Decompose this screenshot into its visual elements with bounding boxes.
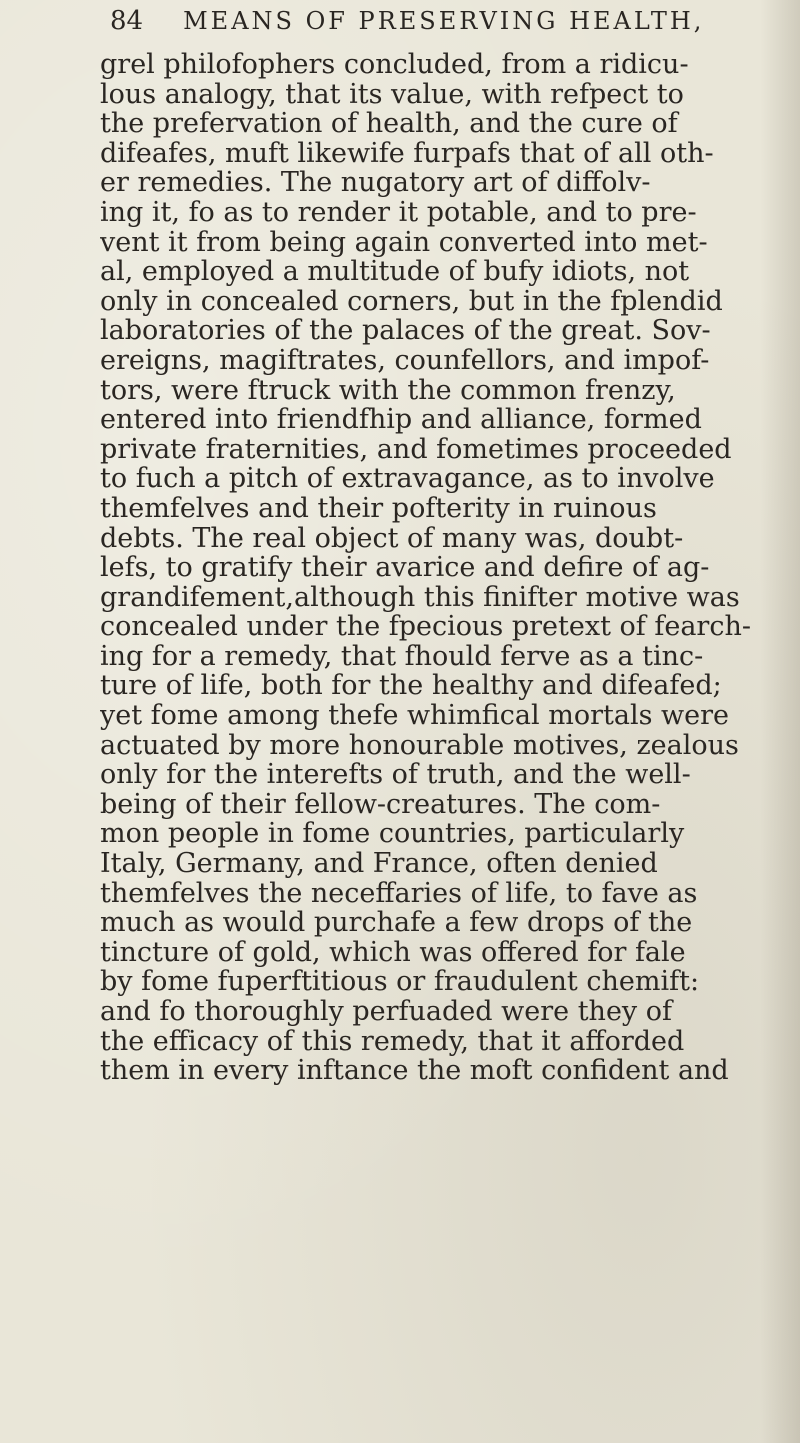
text-line: private fraternities, and fometimes proceeded [100,434,732,465]
running-head-title: MEANS OF PRESERVING HEALTH, [183,7,705,35]
text-line: yet fome among thefe whimfical mortals were [100,701,730,731]
text-line: difeafes, muft likewife furpafs that of all oth- [100,138,714,169]
text-line: ereigns, magiftrates, counfellors, and impof- [100,345,710,376]
text-line: al, employed a multitude of bufy idiots, not [100,257,690,287]
text-line: the prefervation of health, and the cure of [100,109,678,139]
text-line: mon people in fome countries, particularly [100,819,685,850]
text-line: tors, were ftruck with the common frenzy, [100,375,676,406]
text-line: only for the interefts of truth, and the well- [100,760,691,790]
text-line: and fo thoroughly perfuaded were they of [100,997,673,1027]
text-line: much as would purchafe a few drops of the [100,908,693,938]
text-line: them in every inftance the moft confident and [100,1056,729,1086]
text-line: being of their fellow-creatures. The com- [100,789,661,820]
text-line: debts. The real object of many was, doubt- [100,523,684,554]
text-line: themfelves and their pofterity in ruinous [100,493,657,524]
text-line: only in concealed corners, but in the fplendid [100,286,723,317]
text-line: vent it from being again converted into met- [100,227,708,258]
page-edge-shadow [760,0,800,1443]
text-line: Italy, Germany, and France, often denied [100,849,658,879]
running-head [110,6,730,46]
text-line: grel philofophers concluded, from a ridicu- [100,50,689,80]
text-line: ture of life, both for the healthy and difeafed; [100,671,722,702]
text-line: ing it, fo as to render it potable, and to pre- [100,197,697,228]
text-line: ing for a remedy, that fhould ferve as a tinc- [100,641,704,672]
body-text [100,50,760,1086]
text-line: laboratories of the palaces of the great. Sov- [100,316,711,346]
text-line: to fuch a pitch of extravagance, as to involve [100,464,715,494]
text-line: actuated by more honourable motives, zealous [100,730,739,761]
text-line: entered into friendfhip and alliance, formed [100,405,702,435]
text-line: er remedies. The nugatory art of diffolv- [100,168,651,198]
text-line: tincture of gold, which was offered for fale [100,937,686,968]
text-line: lous analogy, that its value, with refpect to [100,79,684,110]
text-line: lefs, to gratify their avarice and defire of ag- [100,553,710,583]
text-line: themfelves the neceffaries of life, to fave as [100,878,698,909]
text-line: the efficacy of this remedy, that it afforded [100,1026,685,1057]
text-line: concealed under the fpecious pretext of fearch- [100,612,751,642]
page-number: 84 [110,6,144,36]
text-line: by fome fuperftitious or fraudulent chemift: [100,967,700,997]
text-line: grandifement,although this finifter motive was [100,582,740,613]
